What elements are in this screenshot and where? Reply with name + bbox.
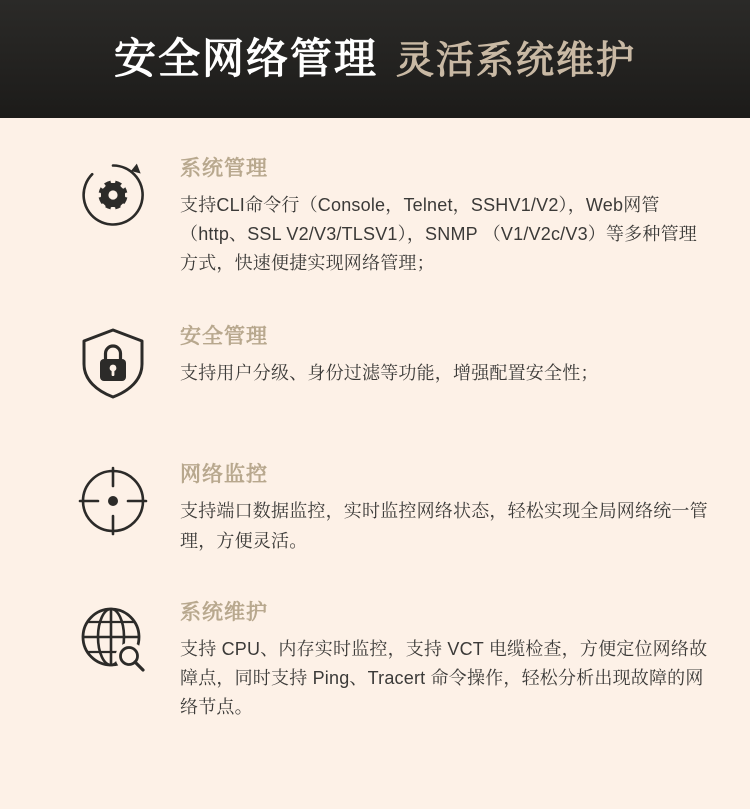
feature-body: [180, 156, 714, 278]
feature-title: 安全管理: [180, 325, 268, 349]
feature-item-network-monitoring: [0, 462, 750, 555]
feature-item-system-maintenance: [0, 600, 750, 722]
feature-title: 系统管理: [180, 157, 268, 180]
feature-body: [180, 462, 714, 555]
feature-description: 支持CLI命令行（Console，Telnet，SSHV1/V2），Web网管（http、SSL V2/V3/TLSV1），SNMP （V1/V2c/V3）等多种管理方式，快速便捷实现网络管理；: [180, 195, 697, 274]
feature-body: [180, 600, 714, 722]
feature-body: [180, 324, 714, 388]
feature-title: 网络监控: [180, 463, 268, 487]
page-banner: [0, 0, 750, 118]
feature-list: [0, 118, 750, 722]
page-title: 安全网络管理: [113, 35, 378, 82]
gear-refresh-icon: [74, 156, 152, 234]
globe-search-icon: [74, 600, 152, 678]
page-subtitle: 灵活系统维护: [396, 40, 637, 82]
feature-item-system-management: [0, 156, 750, 278]
feature-title: 系统维护: [180, 600, 268, 624]
banner-text-group: [113, 35, 637, 82]
feature-description: 支持 CPU、内存实时监控，支持 VCT 电缆检查，方便定位网络故障点，同时支持 Ping、Tracert 命令操作，轻松分析出现故障的网络节点。: [180, 638, 708, 718]
feature-description: 支持端口数据监控，实时监控网络状态，轻松实现全局网络统一管理，方便灵活。: [180, 501, 708, 551]
shield-lock-icon: [74, 324, 152, 402]
feature-item-security-management: [0, 324, 750, 402]
crosshair-target-icon: [74, 462, 152, 540]
feature-description: 支持用户分级、身份过滤等功能，增强配置安全性；: [180, 363, 599, 384]
